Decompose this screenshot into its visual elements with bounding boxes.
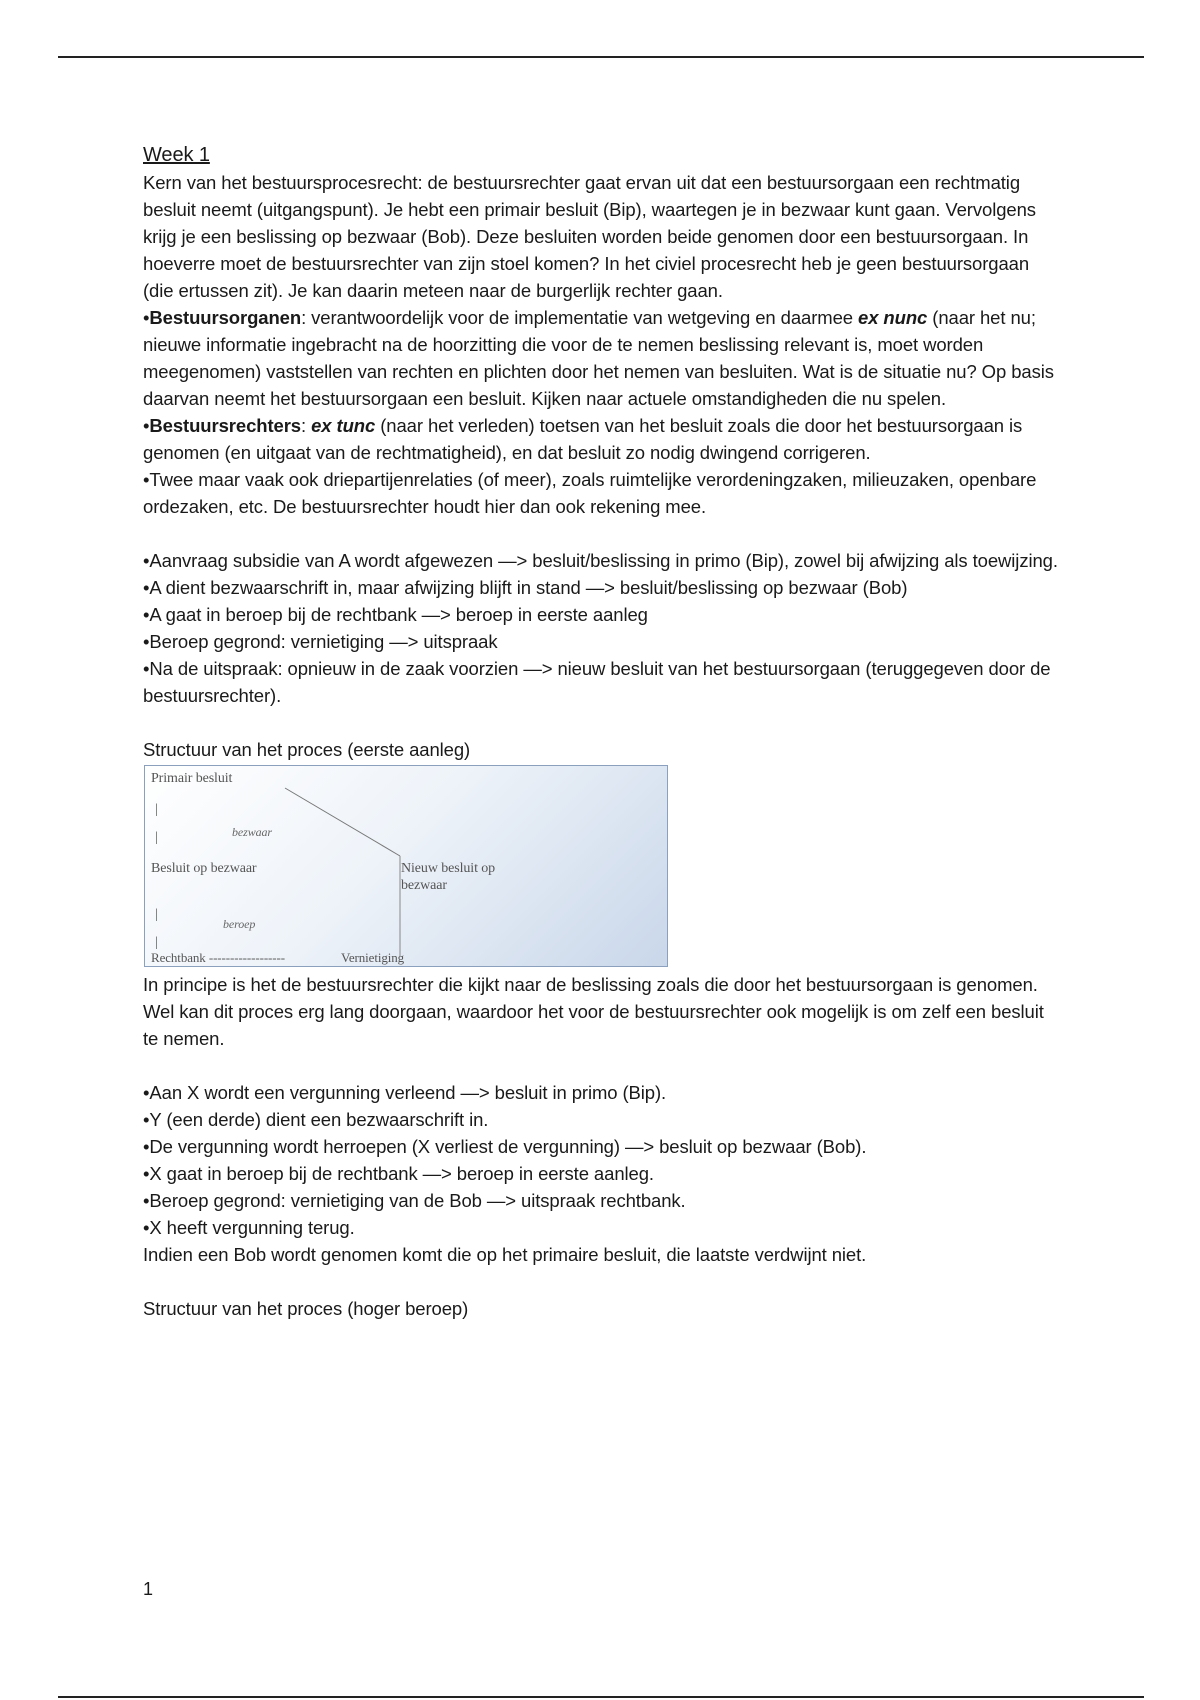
page-number: 1 [143,1579,154,1599]
list-subsidie [143,547,1063,709]
label-nieuw-besluit-1: Nieuw besluit op [401,861,496,876]
spacer [143,1268,1063,1295]
bullet-glyph: • [143,1163,150,1184]
list-item-text: Beroep gegrond: vernietiging —> uitspraak [149,631,498,652]
spacer [143,709,1063,736]
list-item [143,1133,1063,1160]
bullet-glyph: • [143,658,150,679]
label-vernietiging: Vernietiging [341,950,405,965]
bullet-glyph: • [143,577,150,598]
label-beroep: beroep [223,917,256,931]
intro-paragraph: Kern van het bestuursprocesrecht: de bestuursrechter gaat ervan uit dat een bestuursorgaan een rechtmatig besluit neemt (uitgangspunt). Je hebt een primair besluit (Bip), waartegen je in bezwaar kunt gaan. Vervolgens krijg je een beslissing op bezwaar (Bob). Deze besluiten worden beide genomen door een bestuursorgaan. In hoeverre moet de bestuursrechter van zijn stoel komen? In het civiel procesrecht heb je geen bestuursorgaan (die ertussen zit). Je kan daarin meteen naar de burgerlijk rechter gaan. [143,172,1036,301]
bullet-text: : [301,415,312,436]
label-nieuw-besluit-2: bezwaar [401,878,447,893]
bullet-bestuursrechters [143,412,1063,466]
bullet-glyph: • [143,631,150,652]
bullet-text: (naar het nu; nieuwe informatie ingebracht na de hoorzitting die voor de te nemen beslissing relevant is, moet worden meegenomen) vaststellen van rechten en plichten door het nemen van besluiten. Wat is de situatie nu? Op basis daarvan neemt het bestuursorgaan een besluit. Kijken naar actuele omstandigheden die nu spelen. [143,307,1054,409]
list-item [143,1079,1063,1106]
bar-1: | [155,802,158,817]
bullet-glyph: • [143,1136,150,1157]
emph-ex-tunc: ex tunc [311,415,376,436]
process-diagram [144,765,668,967]
list-item [143,655,1063,709]
bullet-glyph: • [143,415,150,436]
list-item-text: Aan X wordt een vergunning verleend —> besluit in primo (Bip). [149,1082,667,1103]
spacer [143,520,1063,547]
bullet-glyph: • [143,307,150,328]
list-item-text: A dient bezwaarschrift in, maar afwijzing blijft in stand —> besluit/beslissing op bezwaar (Bob) [149,577,908,598]
bullet-glyph: • [143,1217,150,1238]
list-item [143,547,1063,574]
header-rule [58,56,1144,58]
bar-2: | [155,830,158,845]
list-item [143,1160,1063,1187]
bullet-glyph: • [143,1082,150,1103]
list-item-text: Aanvraag subsidie van A wordt afgewezen —> besluit/beslissing in primo (Bip), zowel bij afwijzing als toewijzing. [149,550,1058,571]
list-item-text: Na de uitspraak: opnieuw in de zaak voorzien —> nieuw besluit van het bestuursorgaan (teruggegeven door de bestuursrechter). [143,658,1051,706]
principe-paragraph: In principe is het de bestuursrechter die kijkt naar de beslissing zoals die door het bestuursorgaan is genomen. Wel kan dit proces erg lang doorgaan, waardoor het voor de bestuursrechter ook mogelijk is om zelf een besluit te nemen. [143,974,1044,1049]
label-besluit-op-bezwaar: Besluit op bezwaar [151,861,257,876]
list-item [143,1106,1063,1133]
bullet-text: (naar het verleden) toetsen van het besluit zoals die door het bestuursorgaan is genomen (en uitgaat van de rechtmatigheid), en dat besluit zo nodig dwingend corrigeren. [143,415,1023,463]
list-item-text: A gaat in beroep bij de rechtbank —> beroep in eerste aanleg [149,604,648,625]
bullet-glyph: • [143,550,150,571]
emph-ex-nunc: ex nunc [858,307,928,328]
structure-title-hoger-beroep: Structuur van het proces (hoger beroep) [143,1298,469,1319]
bullet-bestuursorganen [143,304,1063,412]
bullet-text: Twee maar vaak ook driepartijenrelaties (of meer), zoals ruimtelijke verordeningzaken, milieuzaken, openbare ordezaken, etc. De bestuursrechter houdt hier dan ook rekening mee. [143,469,1037,517]
list-item [143,574,1063,601]
indien-paragraph: Indien een Bob wordt genomen komt die op het primaire besluit, die laatste verdwijnt niet. [143,1244,867,1265]
footer-rule [58,1696,1144,1698]
list-vergunning [143,1079,1063,1241]
list-item [143,601,1063,628]
bar-3: | [155,907,158,922]
list-item-text: Beroep gegrond: vernietiging van de Bob —> uitspraak rechtbank. [149,1190,686,1211]
list-item [143,1214,1063,1241]
term-bestuursrechters: Bestuursrechters [149,415,301,436]
spacer [143,1052,1063,1079]
label-rechtbank: Rechtbank ------------------ [151,950,285,965]
bullet-glyph: • [143,1190,150,1211]
bullet-glyph: • [143,469,150,490]
arrow-line [285,788,400,856]
bullet-twee [143,466,1063,520]
bar-4: | [155,935,158,950]
bullet-glyph: • [143,604,150,625]
bullet-text: : verantwoordelijk voor de implementatie van wetgeving en daarmee [301,307,858,328]
list-item [143,1187,1063,1214]
list-item-text: De vergunning wordt herroepen (X verliest de vergunning) —> besluit op bezwaar (Bob). [149,1136,867,1157]
bullet-glyph: • [143,1109,150,1130]
label-bezwaar: bezwaar [232,825,272,839]
list-item [143,628,1063,655]
label-primair-besluit: Primair besluit [151,771,233,786]
week-title: Week 1 [143,144,210,166]
list-item-text: X heeft vergunning terug. [149,1217,355,1238]
term-bestuursorganen: Bestuursorganen [149,307,302,328]
list-item-text: X gaat in beroep bij de rechtbank —> beroep in eerste aanleg. [149,1163,654,1184]
list-item-text: Y (een derde) dient een bezwaarschrift in. [149,1109,489,1130]
structure-title-eerste-aanleg: Structuur van het proces (eerste aanleg) [143,739,471,760]
document-body [143,142,1063,1322]
